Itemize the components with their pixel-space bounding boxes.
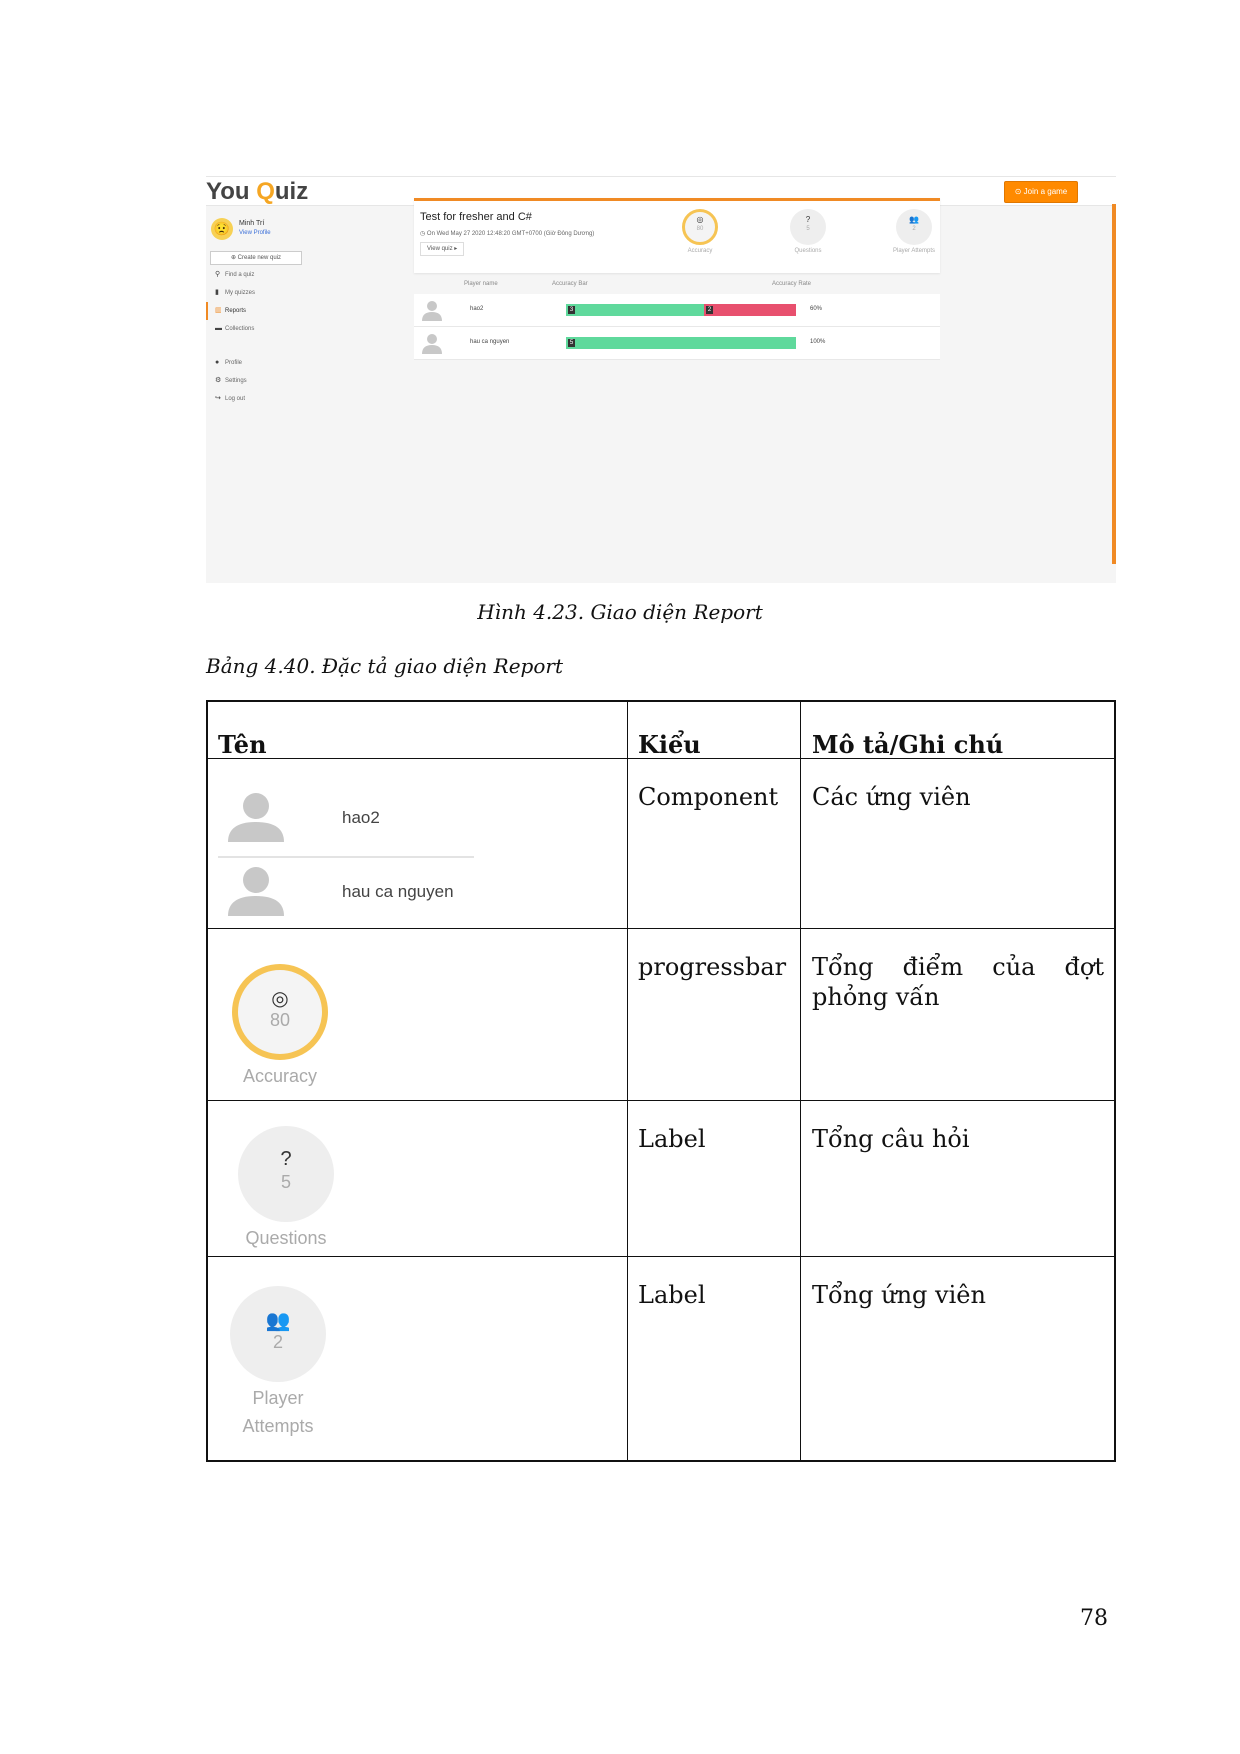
correct-count: 5 <box>569 340 574 346</box>
candidate-name: hau ca nguyen <box>342 882 454 901</box>
view-profile-link[interactable]: View Profile <box>239 230 271 236</box>
users-icon: 👥 <box>909 215 919 224</box>
sidebar-item-reports[interactable]: ▥ Reports <box>206 302 396 320</box>
question-icon: ? <box>280 1148 292 1170</box>
plus-icon: ⊕ <box>230 255 236 261</box>
user-avatar-icon <box>226 864 286 916</box>
desc-cell: Các ứng viên <box>812 783 971 811</box>
question-icon: ? <box>805 215 811 224</box>
desc-cell: Tổng điểm của đợt phỏng vấn <box>812 953 1104 1011</box>
app-logo[interactable]: You Quiz <box>206 178 309 205</box>
figure-caption: Hình 4.23. Giao diện Report <box>477 600 763 624</box>
report-screenshot <box>206 176 1116 583</box>
accuracy-bar <box>566 337 796 349</box>
wrong-segment <box>704 304 796 316</box>
col-accuracy-bar: Accuracy Bar <box>552 281 588 287</box>
join-icon: ⊙ <box>1014 187 1022 196</box>
sidebar-item-settings[interactable]: ⚙ Settings <box>206 372 396 390</box>
view-quiz-button[interactable]: View quiz ▸ <box>420 242 464 256</box>
col-player-name: Player name <box>464 281 498 287</box>
row-divider <box>218 856 474 858</box>
player-table-header <box>414 278 940 292</box>
sidebar-item-find[interactable]: ⚲ Find a quiz <box>206 266 396 284</box>
user-icon: ● <box>215 359 220 366</box>
user-avatar-icon <box>420 298 444 322</box>
col-accuracy-rate: Accuracy Rate <box>772 281 812 287</box>
gear-icon: ⚙ <box>215 377 222 384</box>
attempts-stat: 👥 2 Player Attempts <box>884 209 944 255</box>
accuracy-bar <box>566 304 796 316</box>
sidebar-item-collections[interactable]: ▬ Collections <box>206 320 396 338</box>
target-icon: ◎ <box>696 215 704 224</box>
candidate-name: hao2 <box>342 808 380 827</box>
player-name: hao2 <box>470 306 484 312</box>
search-icon: ⚲ <box>215 271 221 278</box>
accuracy-rate: 100% <box>810 339 826 345</box>
report-summary-card <box>414 198 940 273</box>
target-icon: ◎ <box>271 988 289 1010</box>
header-type: Kiểu <box>638 730 701 759</box>
desc-cell: Tổng ứng viên <box>812 1281 986 1309</box>
right-accent-bar <box>1112 204 1116 564</box>
questions-circle: ? 5 <box>238 1126 334 1222</box>
wrong-count: 2 <box>707 307 712 313</box>
accuracy-progress-ring: ◎ 80 <box>682 209 718 245</box>
sidebar-item-profile[interactable]: ● Profile <box>206 354 396 372</box>
correct-segment <box>566 337 796 349</box>
questions-stat: ? 5 Questions <box>778 209 838 255</box>
player-name: hau ca nguyen <box>470 339 510 345</box>
sidebar <box>206 204 396 583</box>
header-name: Tên <box>218 730 267 759</box>
folder-icon: ▬ <box>215 325 222 332</box>
header-desc: Mô tả/Ghi chú <box>812 730 1004 759</box>
clock-icon: ◷ <box>420 231 426 237</box>
correct-count: 3 <box>569 307 574 313</box>
attempts-circle: 👥 2 <box>230 1286 326 1382</box>
sidebar-nav <box>206 266 396 408</box>
table-row[interactable] <box>414 294 940 327</box>
type-cell: Label <box>638 1281 706 1309</box>
join-game-button[interactable]: ⊙ Join a game <box>1004 181 1078 203</box>
avatar[interactable]: 😟 <box>211 218 233 240</box>
page-number: 78 <box>1080 1606 1108 1631</box>
quiz-date: ◷ On Wed May 27 2020 12:48:20 GMT+0700 (Giờ Đông Dương) <box>420 231 595 237</box>
questions-stat: ? 5 Questions <box>228 1126 344 1252</box>
quiz-title: Test for fresher and C# <box>420 211 532 223</box>
desc-cell: Tổng câu hỏi <box>812 1125 970 1153</box>
questions-circle: ? 5 <box>790 209 826 245</box>
attempts-stat: 👥 2 Player Attempts <box>220 1286 336 1440</box>
type-cell: Label <box>638 1125 706 1153</box>
accuracy-rate: 60% <box>810 306 823 312</box>
table-row[interactable] <box>414 327 940 360</box>
users-icon: 👥 <box>265 1310 291 1332</box>
file-icon: ▮ <box>215 289 219 296</box>
accuracy-stat: ◎ 80 Accuracy <box>222 964 338 1090</box>
type-cell: progressbar <box>638 953 787 981</box>
table-caption: Bảng 4.40. Đặc tả giao diện Report <box>206 654 563 678</box>
user-avatar-icon <box>226 790 286 842</box>
attempts-circle: 👥 2 <box>896 209 932 245</box>
spec-table <box>206 700 1116 1462</box>
create-quiz-button[interactable]: ⊕ Create new quiz <box>210 251 302 265</box>
user-avatar-icon <box>420 331 444 355</box>
accuracy-progress-ring: ◎ 80 <box>232 964 328 1060</box>
accuracy-stat: ◎ 80 Accuracy <box>670 209 730 255</box>
sidebar-item-my-quizzes[interactable]: ▮ My quizzes <box>206 284 396 302</box>
correct-segment <box>566 304 704 316</box>
sidebar-item-logout[interactable]: ↪ Log out <box>206 390 396 408</box>
type-cell: Component <box>638 783 779 811</box>
chart-icon: ▥ <box>215 307 222 314</box>
logout-icon: ↪ <box>215 395 221 402</box>
user-name: Minh Trí <box>239 220 265 227</box>
